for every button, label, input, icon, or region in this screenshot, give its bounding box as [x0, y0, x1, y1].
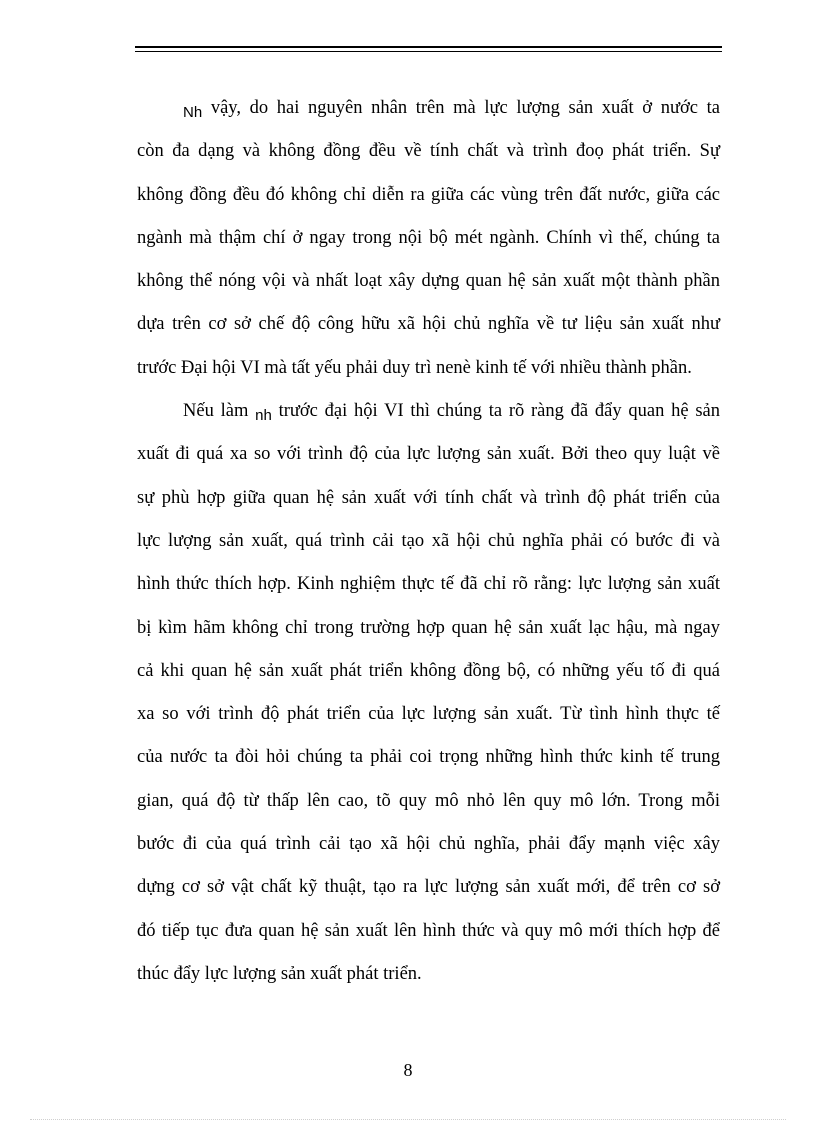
text-line: thúc đẩy lực lượng sản xuất phát triển.: [137, 963, 422, 984]
text-line: ngành mà thậm chí ở ngay trong nội bộ mét ngành. Chính vì thế, chúng ta: [137, 227, 720, 248]
text-line: đó tiếp tục đưa quan hệ sản xuất lên hình thức và quy mô mới thích hợp để: [137, 920, 720, 941]
text-line: của nước ta đòi hỏi chúng ta phải coi trọng những hình thức kinh tế trung: [137, 747, 720, 768]
text-line: xa so với trình độ phát triển của lực lượng sản xuất. Từ tình hình thực tế: [137, 704, 720, 725]
text-line: bước đi của quá trình cải tạo xã hội chủ nghĩa, phải đẩy mạnh việc xây: [137, 834, 720, 855]
header-rule-thin: [135, 51, 722, 52]
text-line: [137, 87, 720, 130]
text-fragment: nh: [255, 407, 272, 425]
text-line: dựng cơ sở vật chất kỹ thuật, tạo ra lực lượng sản xuất mới, để trên cơ sở: [137, 877, 720, 898]
text-line: sự phù hợp giữa quan hệ sản xuất với tính chất và trình độ phát triển của: [137, 487, 720, 508]
text-line: gian, quá độ từ thấp lên cao, tõ quy mô nhỏ lên quy mô lớn. Trong mỗi: [137, 790, 720, 811]
text-fragment: vậy, do hai nguyên nhân trên mà lực lượng sản xuất ở nước ta: [202, 98, 720, 118]
text-line: trước Đại hội VI mà tất yếu phải duy trì nenè kinh tế với nhiều thành phần.: [137, 357, 692, 378]
text-fragment: Nh: [183, 104, 203, 121]
text-line: dựa trên cơ sở chế độ công hữu xã hội chủ nghĩa về tư liệu sản xuất như: [137, 314, 720, 335]
page-number: 8: [403, 1060, 413, 1080]
document-body: [137, 87, 720, 996]
text-fragment: trước đại hội VI thì chúng ta rõ ràng đã đẩy quan hệ sản: [271, 401, 720, 422]
footer-divider: [30, 1119, 786, 1120]
text-line: hình thức thích hợp. Kinh nghiệm thực tế đã chỉ rõ rằng: lực lượng sản xuất: [137, 574, 720, 595]
header-rule-thick: [135, 46, 722, 48]
text-line: còn đa dạng và không đồng đều về tính chất và trình đoọ phát triển. Sự: [137, 141, 720, 162]
text-line: cả khi quan hệ sản xuất phát triển không đồng bộ, có những yếu tố đi quá: [137, 660, 720, 681]
text-line: xuất đi quá xa so với trình độ của lực lượng sản xuất. Bởi theo quy luật về: [137, 444, 720, 465]
text-line: [137, 390, 720, 433]
text-line: bị kìm hãm không chỉ trong trường hợp quan hệ sản xuất lạc hậu, mà ngay: [137, 617, 720, 638]
text-fragment: Nếu làm: [183, 401, 256, 422]
text-line: lực lượng sản xuất, quá trình cải tạo xã hội chủ nghĩa phải có bước đi và: [137, 530, 720, 551]
text-line: không thể nóng vội và nhất loạt xây dựng quan hệ sản xuất một thành phần: [137, 271, 720, 292]
paragraph: [137, 390, 720, 996]
text-line: không đồng đều đó không chỉ diễn ra giữa các vùng trên đất nước, giữa các: [137, 184, 720, 205]
paragraph: [137, 87, 720, 390]
